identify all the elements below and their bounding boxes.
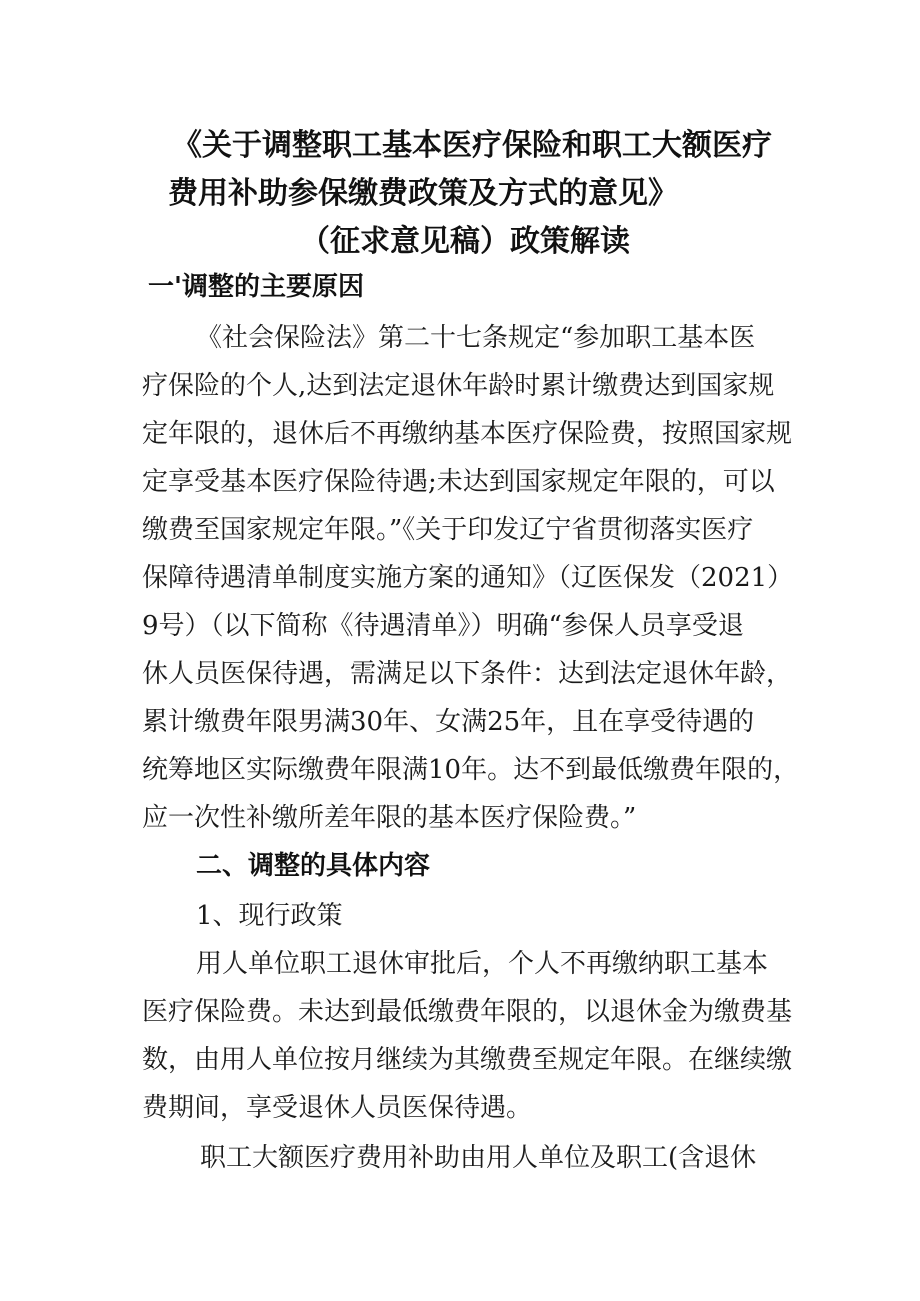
document-title-line-2: 费用补助参保缴费政策及方式的意见》 (168, 176, 678, 211)
section2-subheading: 1、现行政策 (196, 901, 343, 931)
section1-line: 《社会保险法》第二十七条规定“参加职工基本医 (196, 323, 756, 353)
section1-line: 疗保险的个人,达到法定退休年龄时累计缴费达到国家规 (142, 371, 775, 401)
section2-paragraph2-line: 职工大额医疗费用补助由用人单位及职工(含退休 (200, 1143, 757, 1173)
section2-heading: 二、调整的具体内容 (196, 851, 431, 881)
section1-line: 定享受基本医疗保险待遇;未达到国家规定年限的，可以 (142, 467, 775, 497)
section1-line: 9号）（以下简称《待遇清单》）明确“参保人员享受退 (142, 611, 744, 641)
section1-heading: 一'调整的主要原因 (148, 272, 364, 302)
section1-line: 累计缴费年限男满30年、女满25年，且在享受待遇的 (142, 707, 755, 737)
section1-line: 缴费至国家规定年限。”《关于印发辽宁省贯彻落实医疗 (142, 515, 754, 545)
document-title-line-3: （征求意见稿）政策解读 (300, 224, 630, 259)
section2-paragraph1-line: 数，由用人单位按月继续为其缴费至规定年限。在继续缴 (142, 1045, 793, 1075)
section1-line: 休人员医保待遇，需满足以下条件：达到法定退休年龄， (142, 659, 793, 689)
document-title-line-1: 《关于调整职工基本医疗保险和职工大额医疗 (172, 128, 772, 163)
section2-paragraph1-line: 费期间，享受退休人员医保待遇。 (142, 1093, 533, 1123)
section2-paragraph1-line: 医疗保险费。未达到最低缴费年限的，以退休金为缴费基 (142, 997, 793, 1027)
section2-paragraph1-line: 用人单位职工退休审批后，个人不再缴纳职工基本 (196, 949, 769, 979)
section1-line: 应一次性补缴所差年限的基本医疗保险费。” (142, 803, 637, 833)
section1-line: 统筹地区实际缴费年限满10年。达不到最低缴费年限的， (142, 755, 800, 785)
section1-line: 保障待遇清单制度实施方案的通知》（辽医保发（2021） (142, 563, 794, 593)
section1-line: 定年限的，退休后不再缴纳基本医疗保险费，按照国家规 (142, 419, 793, 449)
